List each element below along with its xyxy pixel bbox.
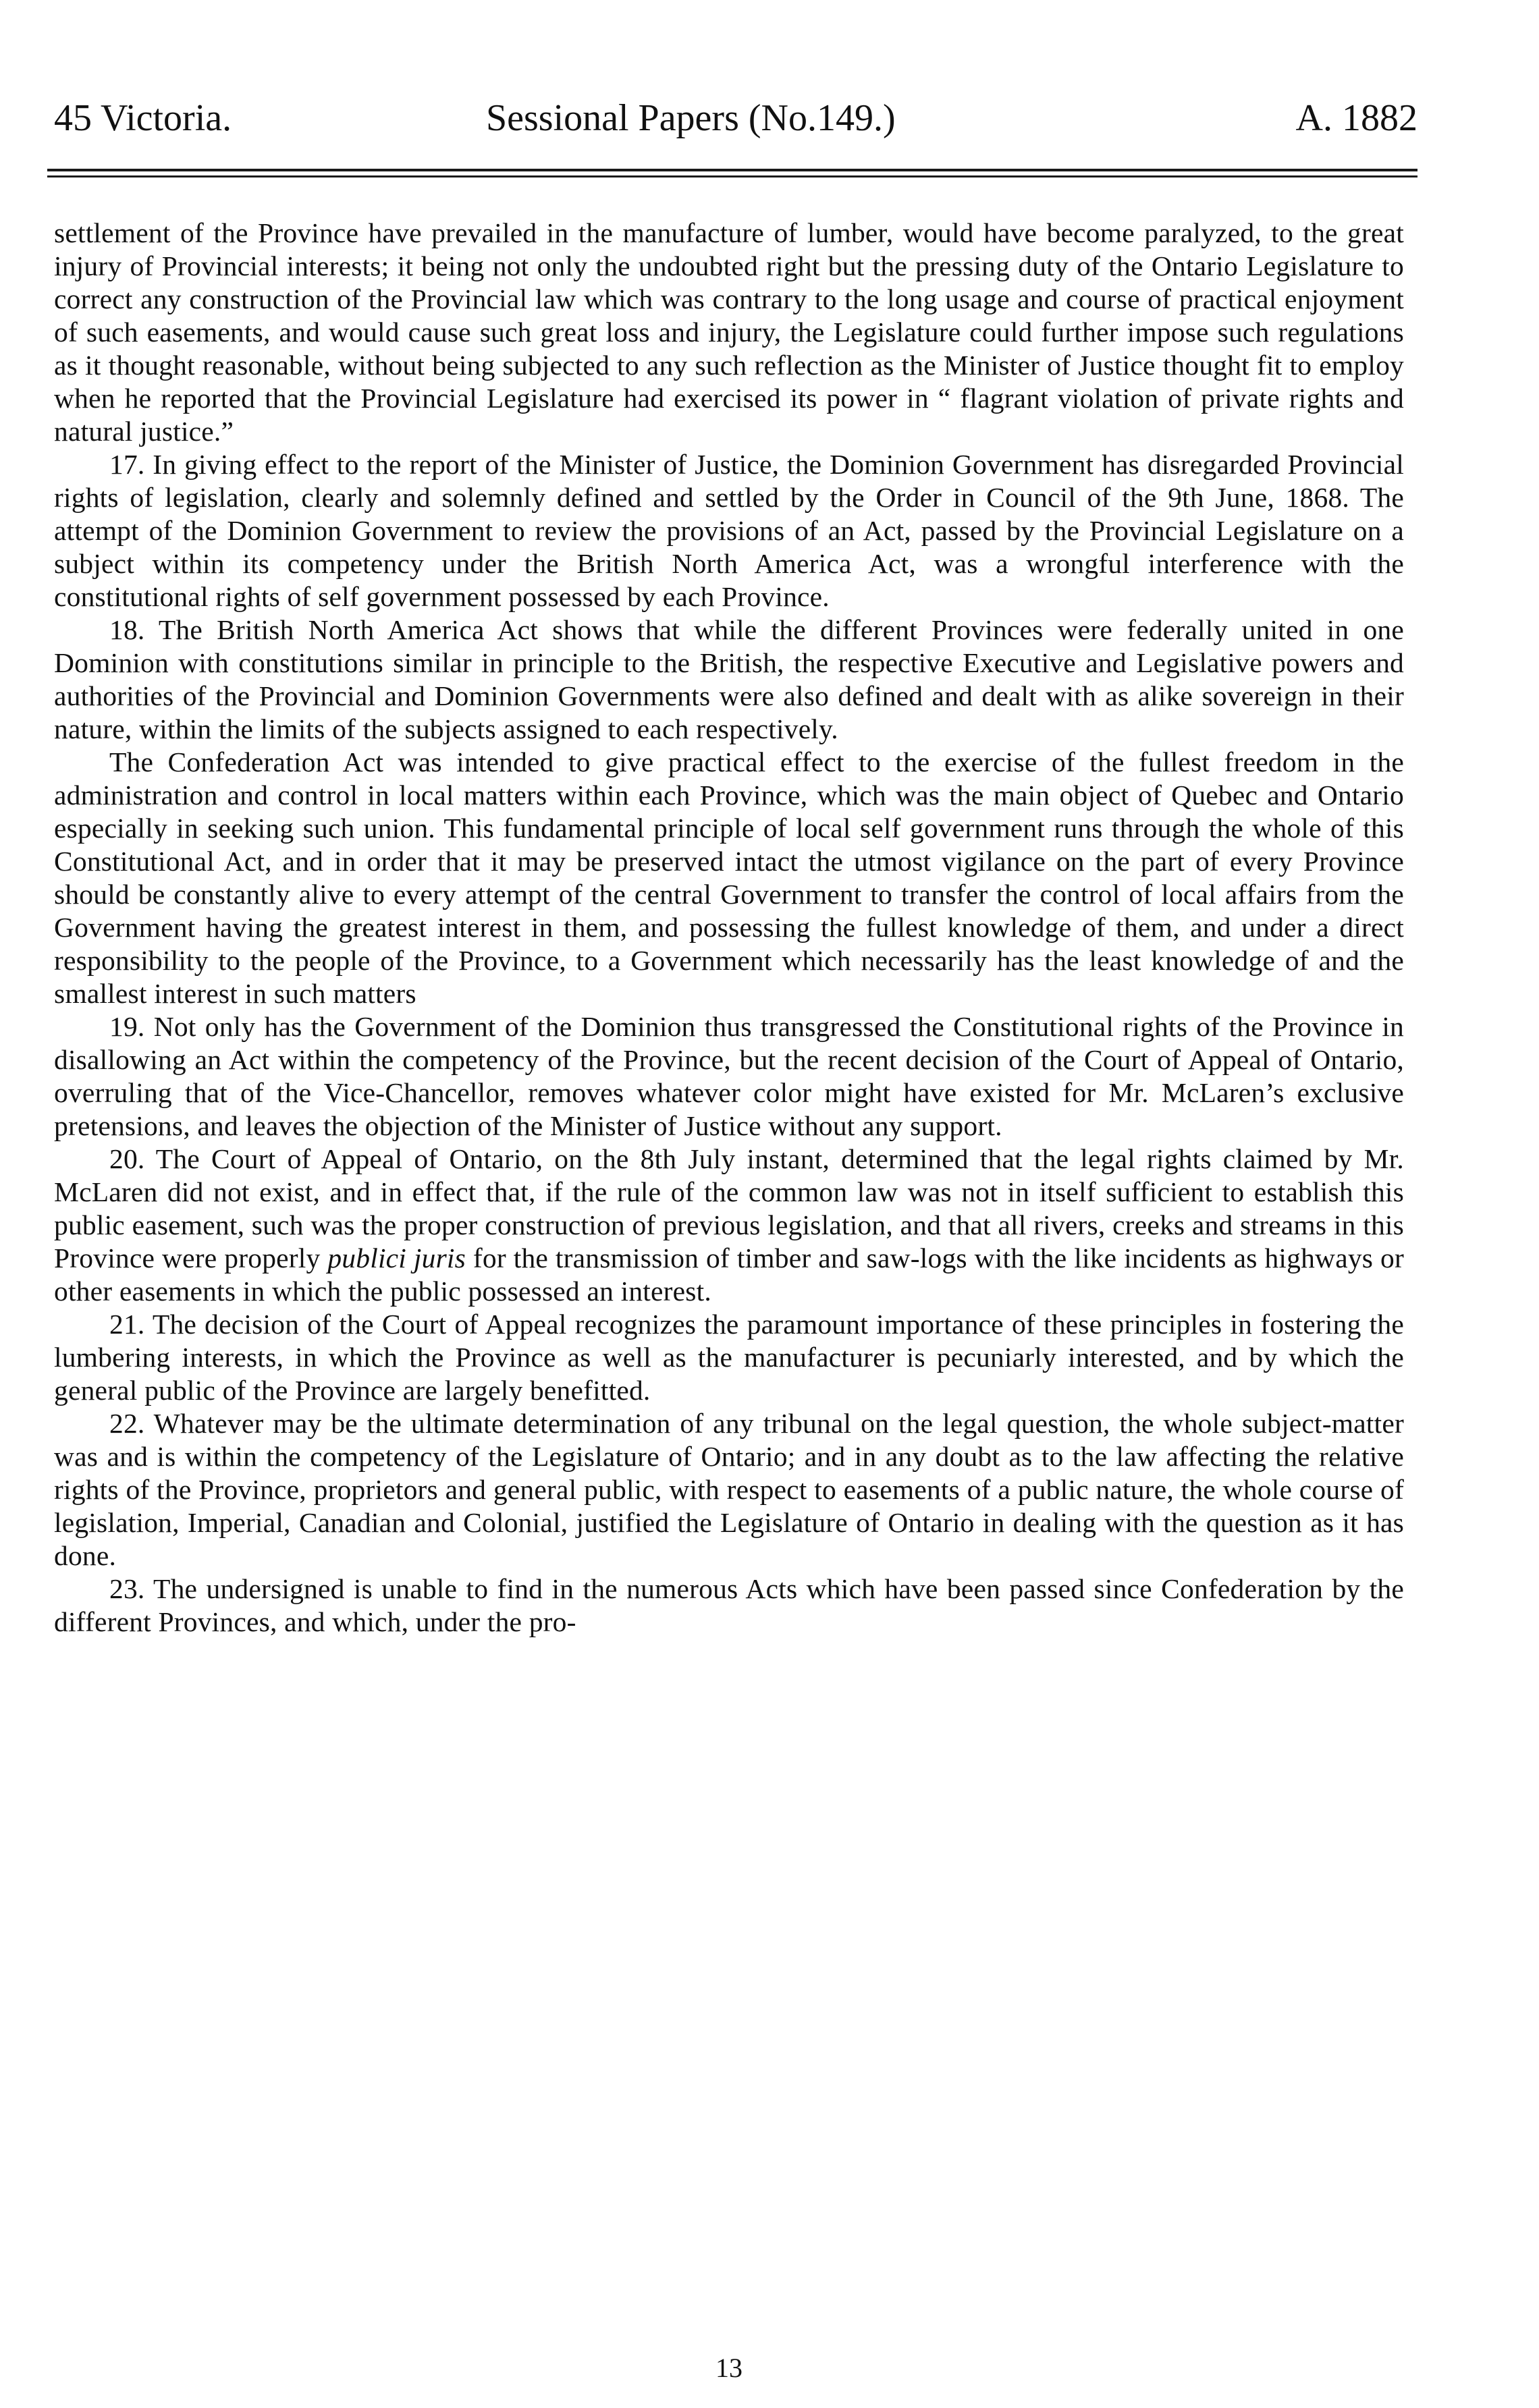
header-double-rule [47, 169, 1418, 177]
paragraph-23: 23. The undersigned is unable to find in the numerous Acts which have been passed since Confederation by the different Provinces, and which, under the pro- [54, 1573, 1404, 1637]
body-text [54, 217, 1404, 1639]
paragraph-20 [54, 1143, 1404, 1308]
running-header [54, 88, 1418, 148]
header-title: Sessional Papers (No.149.) [486, 97, 896, 139]
paragraph-19: 19. Not only has the Government of the Dominion thus transgressed the Constitutional rights of the Province in disallowing an Act within the competency of the Province, but the recent decision of the Court of Appeal of Ontario, overruling that of the Vice-Chancellor, removes whatever color might have existed for Mr. McLaren’s exclusive pretensions, and leaves the objection of the Minister of Justice without any support. [54, 1011, 1404, 1141]
paragraph-20-text-after: for the transmission of timber and saw-logs with the like incidents as highways or other easements in which the public possessed an interest. [54, 1242, 1404, 1307]
paragraph-22: 22. Whatever may be the ultimate determination of any tribunal on the legal question, the whole subject-matter was and is within the competency of the Legislature of Ontario; and in any doubt as to the law affecting the relative rights of the Province, proprietors and general public, with respect to easements of a public nature, the whole course of legislation, Imperial, Canadian and Colonial, justified the Legislature of Ontario in dealing with the question as it has done. [54, 1408, 1404, 1571]
document-page [54, 88, 1418, 2396]
paragraph-confederation-act: The Confederation Act was intended to give practical effect to the exercise of the fullest freedom in the administration and control in local matters within each Province, which was the main object of Quebec and Ontario especially in seeking such union. This fundamental principle of local self government runs through the whole of this Constitutional Act, and in order that it may be preserved intact the utmost vigilance on the part of every Province should be constantly alive to every attempt of the central Government to transfer the control of local affairs from the Government having the greatest interest in them, and possessing the fullest knowledge of them, and under a direct responsibility to the people of the Province, to a Government which necessarily has the least knowledge of and the smallest interest in such matters [54, 746, 1404, 1009]
page-number: 13 [716, 2353, 742, 2383]
paragraph-20-text-before: 20. The Court of Appeal of Ontario, on the 8th July instant, determined that the legal rights claimed by Mr. McLaren did not exist, and in effect that, if the rule of the common law was not in itself sufficient to establish this public easement, such was the proper construction of previous legislation, and that all rivers, creeks and streams in this Province were properly [54, 1143, 1404, 1274]
paragraph-continuation: settlement of the Province have prevailed in the manufacture of lumber, would have become paralyzed, to the great injury of Provincial interests; it being not only the undoubted right but the pressing duty of the Ontario Legislature to correct any construction of the Provincial law which was contrary to the long usage and course of practical enjoyment of such easements, and would cause such great loss and injury, the Legislature could further impose such regulations as it thought reasonable, without being subjected to any such reflection as the Minister of Justice thought fit to employ when he reported that the Provincial Legislature had exercised its power in “ flagrant violation of private rights and natural justice.” [54, 217, 1404, 447]
paragraph-18: 18. The British North America Act shows that while the different Provinces were federally united in one Dominion with constitutions similar in principle to the British, the respective Executive and Legislative powers and authorities of the Provincial and Dominion Governments were also defined and dealt with as alike sovereign in their nature, within the limits of the subjects assigned to each respectively. [54, 614, 1404, 744]
paragraph-17: 17. In giving effect to the report of the Minister of Justice, the Dominion Government has disregarded Provincial rights of legislation, clearly and solemnly defined and settled by the Order in Council of the 9th June, 1868. The attempt of the Dominion Government to review the provisions of an Act, passed by the Provincial Legislature on a subject within its competency under the British North America Act, was a wrongful interference with the constitutional rights of self government possessed by each Province. [54, 449, 1404, 612]
paragraph-21: 21. The decision of the Court of Appeal recognizes the paramount importance of these principles in fostering the lumbering interests, in which the Province as well as the manufacturer is pecuniarly interested, and by which the general public of the Province are largely benefitted. [54, 1309, 1404, 1406]
paragraph-20-italic-term: publici juris [327, 1242, 466, 1274]
header-year: A. 1882 [1295, 97, 1418, 139]
header-session: 45 Victoria. [54, 97, 232, 139]
